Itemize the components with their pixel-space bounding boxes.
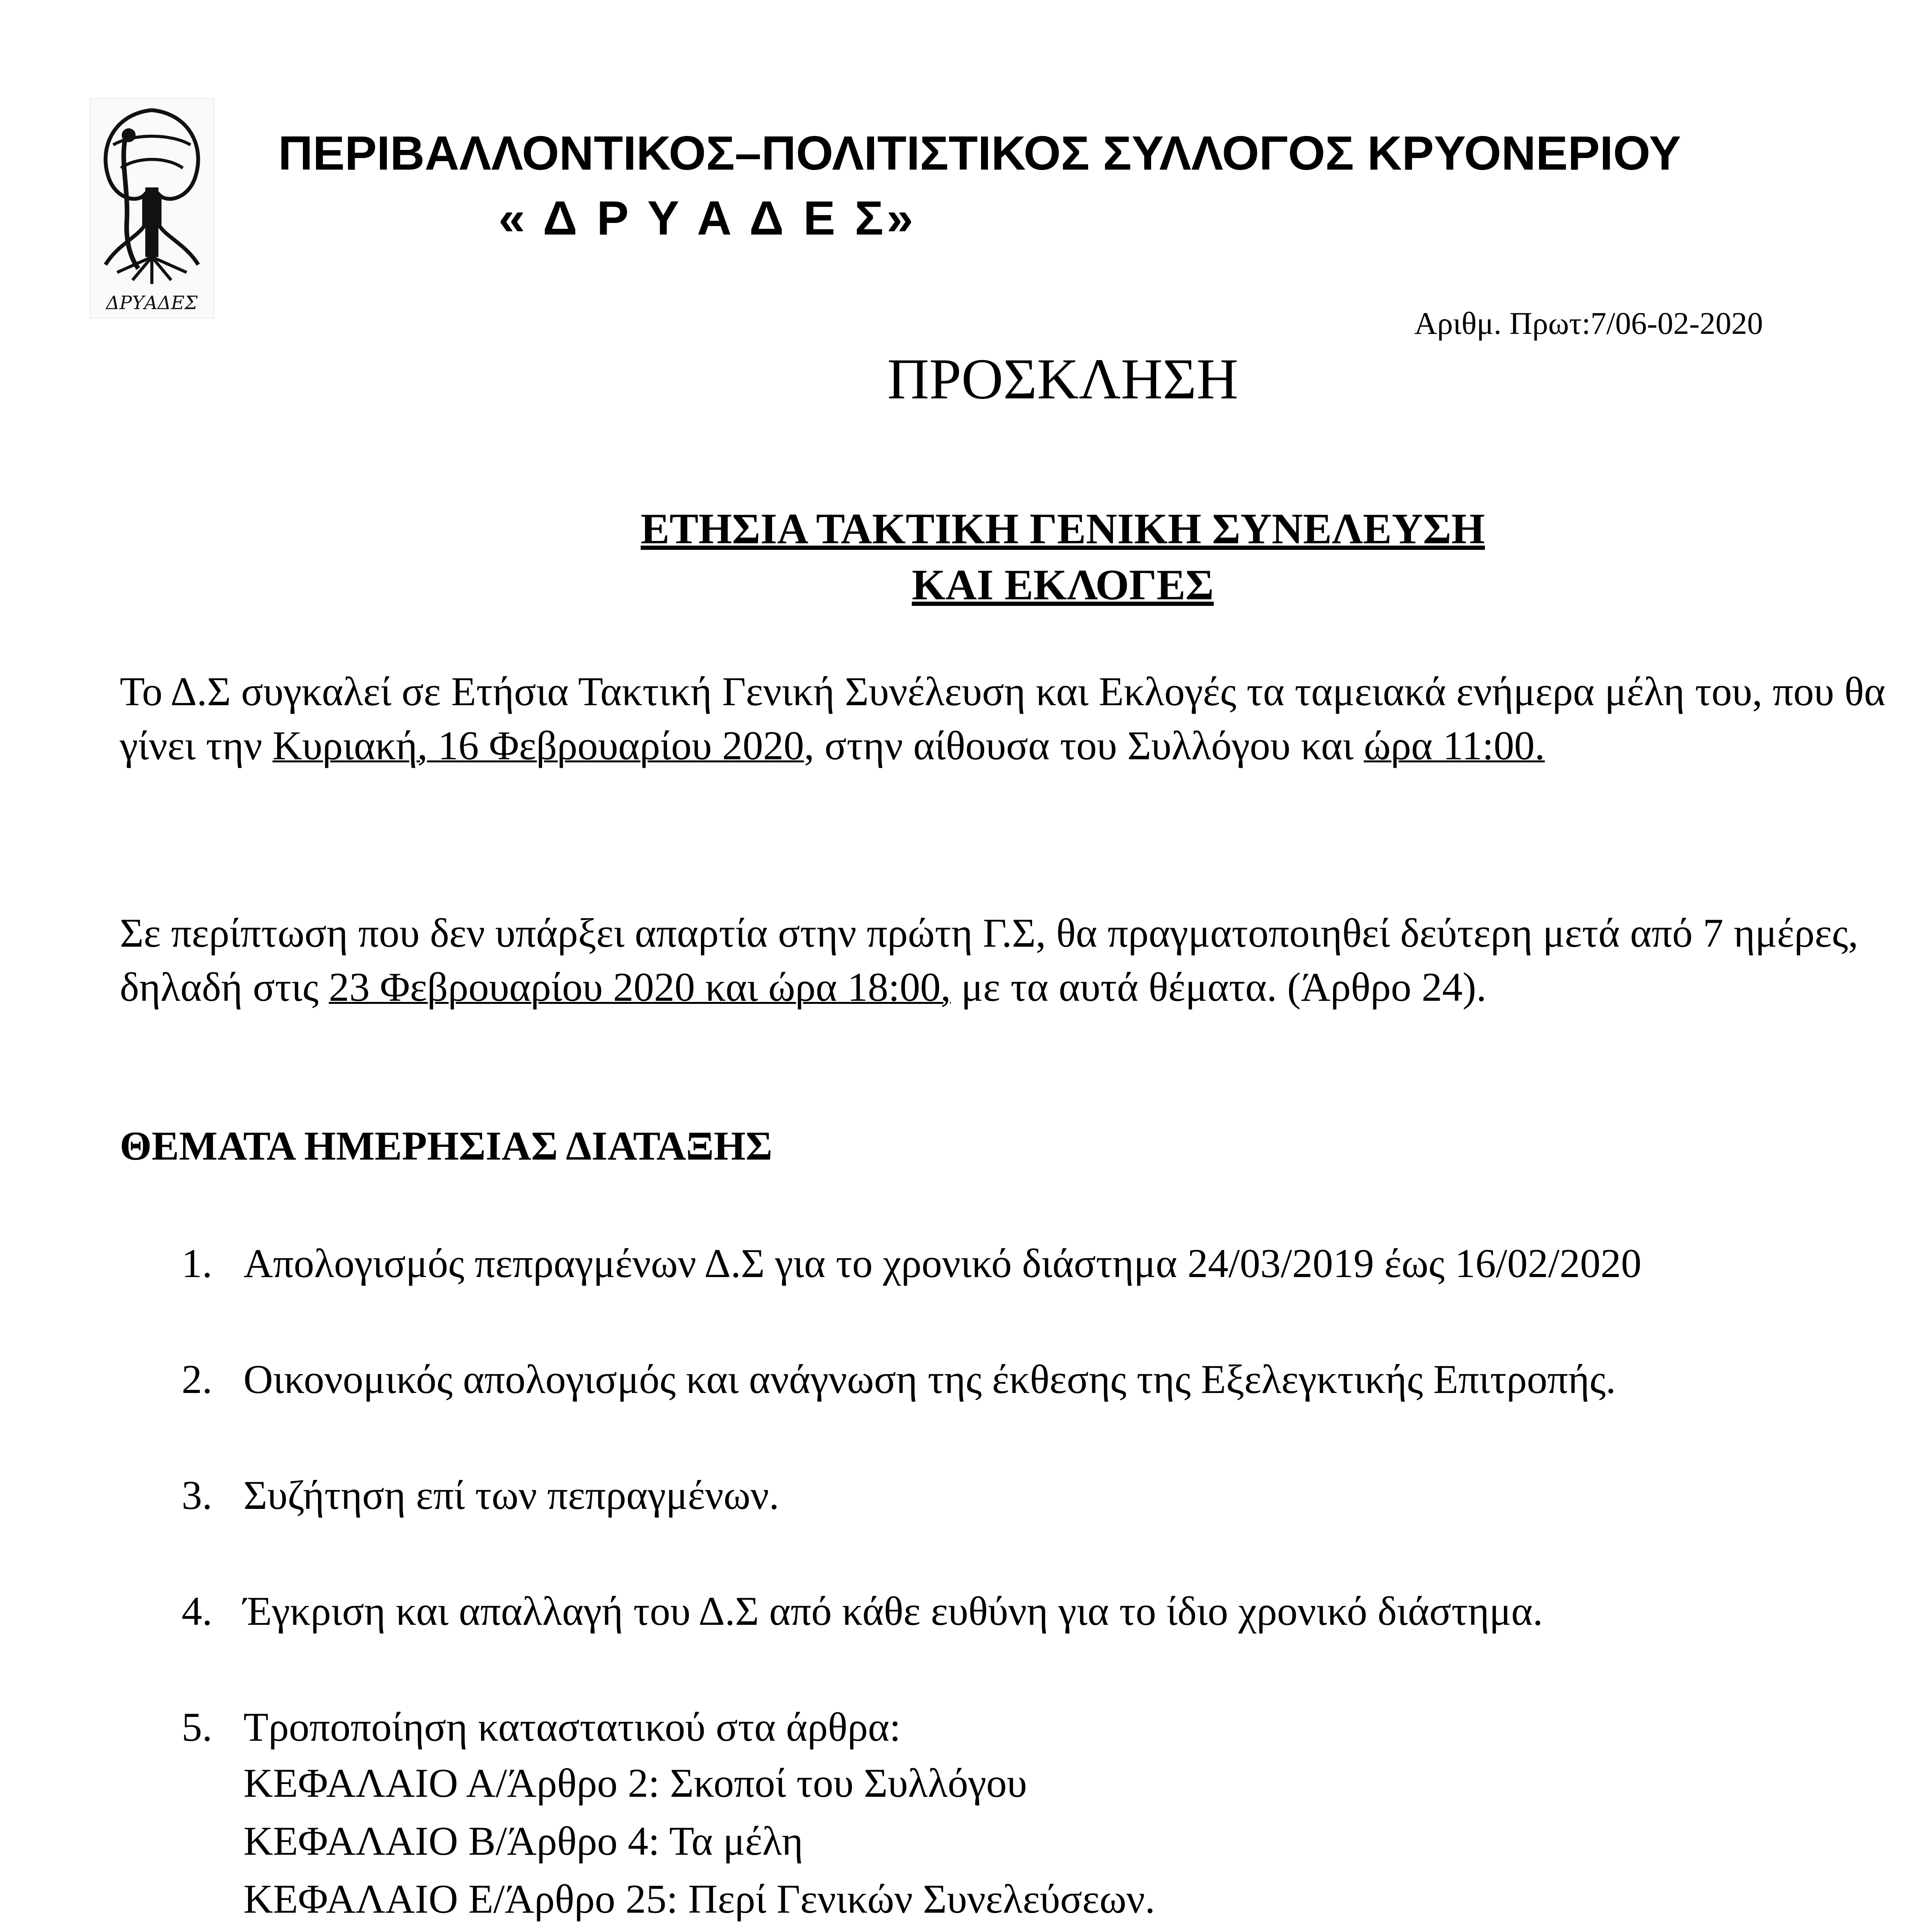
quorum-paragraph: Σε περίπτωση που δεν υπάρξει απαρτία στην πρώτη Γ.Σ, θα πραγματοποιηθεί δεύτερη μετά από 7 ημέρες, δηλαδή στις 23 Φεβρουαρίου 2020 και ώρα 18:00, με τα αυτά θέματα. (Άρθρο 24). (120, 910, 1859, 1010)
subtitle-line2: ΚΑΙ ΕΚΛΟΓΕΣ (912, 561, 1214, 609)
meeting-time: ώρα 11:00. (1364, 723, 1545, 768)
meeting-date: Κυριακή, 16 Φεβρουαρίου 2020 (272, 723, 804, 768)
tree-logo-icon (90, 99, 214, 318)
protocol-number: Αριθμ. Πρωτ:7/06-02-2020 (1414, 306, 1763, 341)
article-item: ΚΕΦΑΛΑΙΟ Β/Άρθρο 4: Τα μέλη (243, 1818, 803, 1864)
agenda-title: ΘΕΜΑΤΑ ΗΜΕΡΗΣΙΑΣ ΔΙΑΤΑΞΗΣ (120, 1123, 772, 1168)
second-meeting-date: 23 Φεβρουαρίου 2020 και ώρα 18:00, (328, 964, 951, 1010)
org-name-line2: « Δ Ρ Υ Α Δ Ε Σ» (498, 192, 917, 245)
article-item: ΚΕΦΑΛΑΙΟ Ε/Άρθρο 25: Περί Γενικών Συνελεύσεων. (243, 1876, 1155, 1922)
article-list (243, 1754, 1155, 1932)
subtitle-line1: ΕΤΗΣΙΑ ΤΑΚΤΙΚΗ ΓΕΝΙΚΗ ΣΥΝΕΛΕΥΣΗ (641, 505, 1485, 553)
article-item: ΚΕΦΑΛΑΙΟ Α/Άρθρο 2: Σκοποί του Συλλόγου (243, 1760, 1027, 1806)
article-item (243, 1928, 1155, 1932)
org-name-line1: ΠΕΡΙΒΑΛΛΟΝΤΙΚΟΣ–ΠΟΛΙΤΙΣΤΙΚΟΣ ΣΥΛΛΟΓΟΣ ΚΡΥΟΝΕΡΙΟΥ (278, 127, 1681, 180)
association-logo (90, 98, 214, 318)
page-title: ΠΡΟΣΚΛΗΣΗ (887, 347, 1238, 411)
invitation-paragraph: Το Δ.Σ συγκαλεί σε Ετήσια Τακτική Γενική Συνέλευση και Εκλογές τα ταμειακά ενήμερα μέλη του, που θα γίνει την Κυριακή, 16 Φεβρουαρίου 2020, στην αίθουσα του Συλλόγου και ώρα 11:00. (120, 669, 1886, 768)
logo-caption: ΔΡΥΑΔΕΣ (106, 292, 198, 314)
